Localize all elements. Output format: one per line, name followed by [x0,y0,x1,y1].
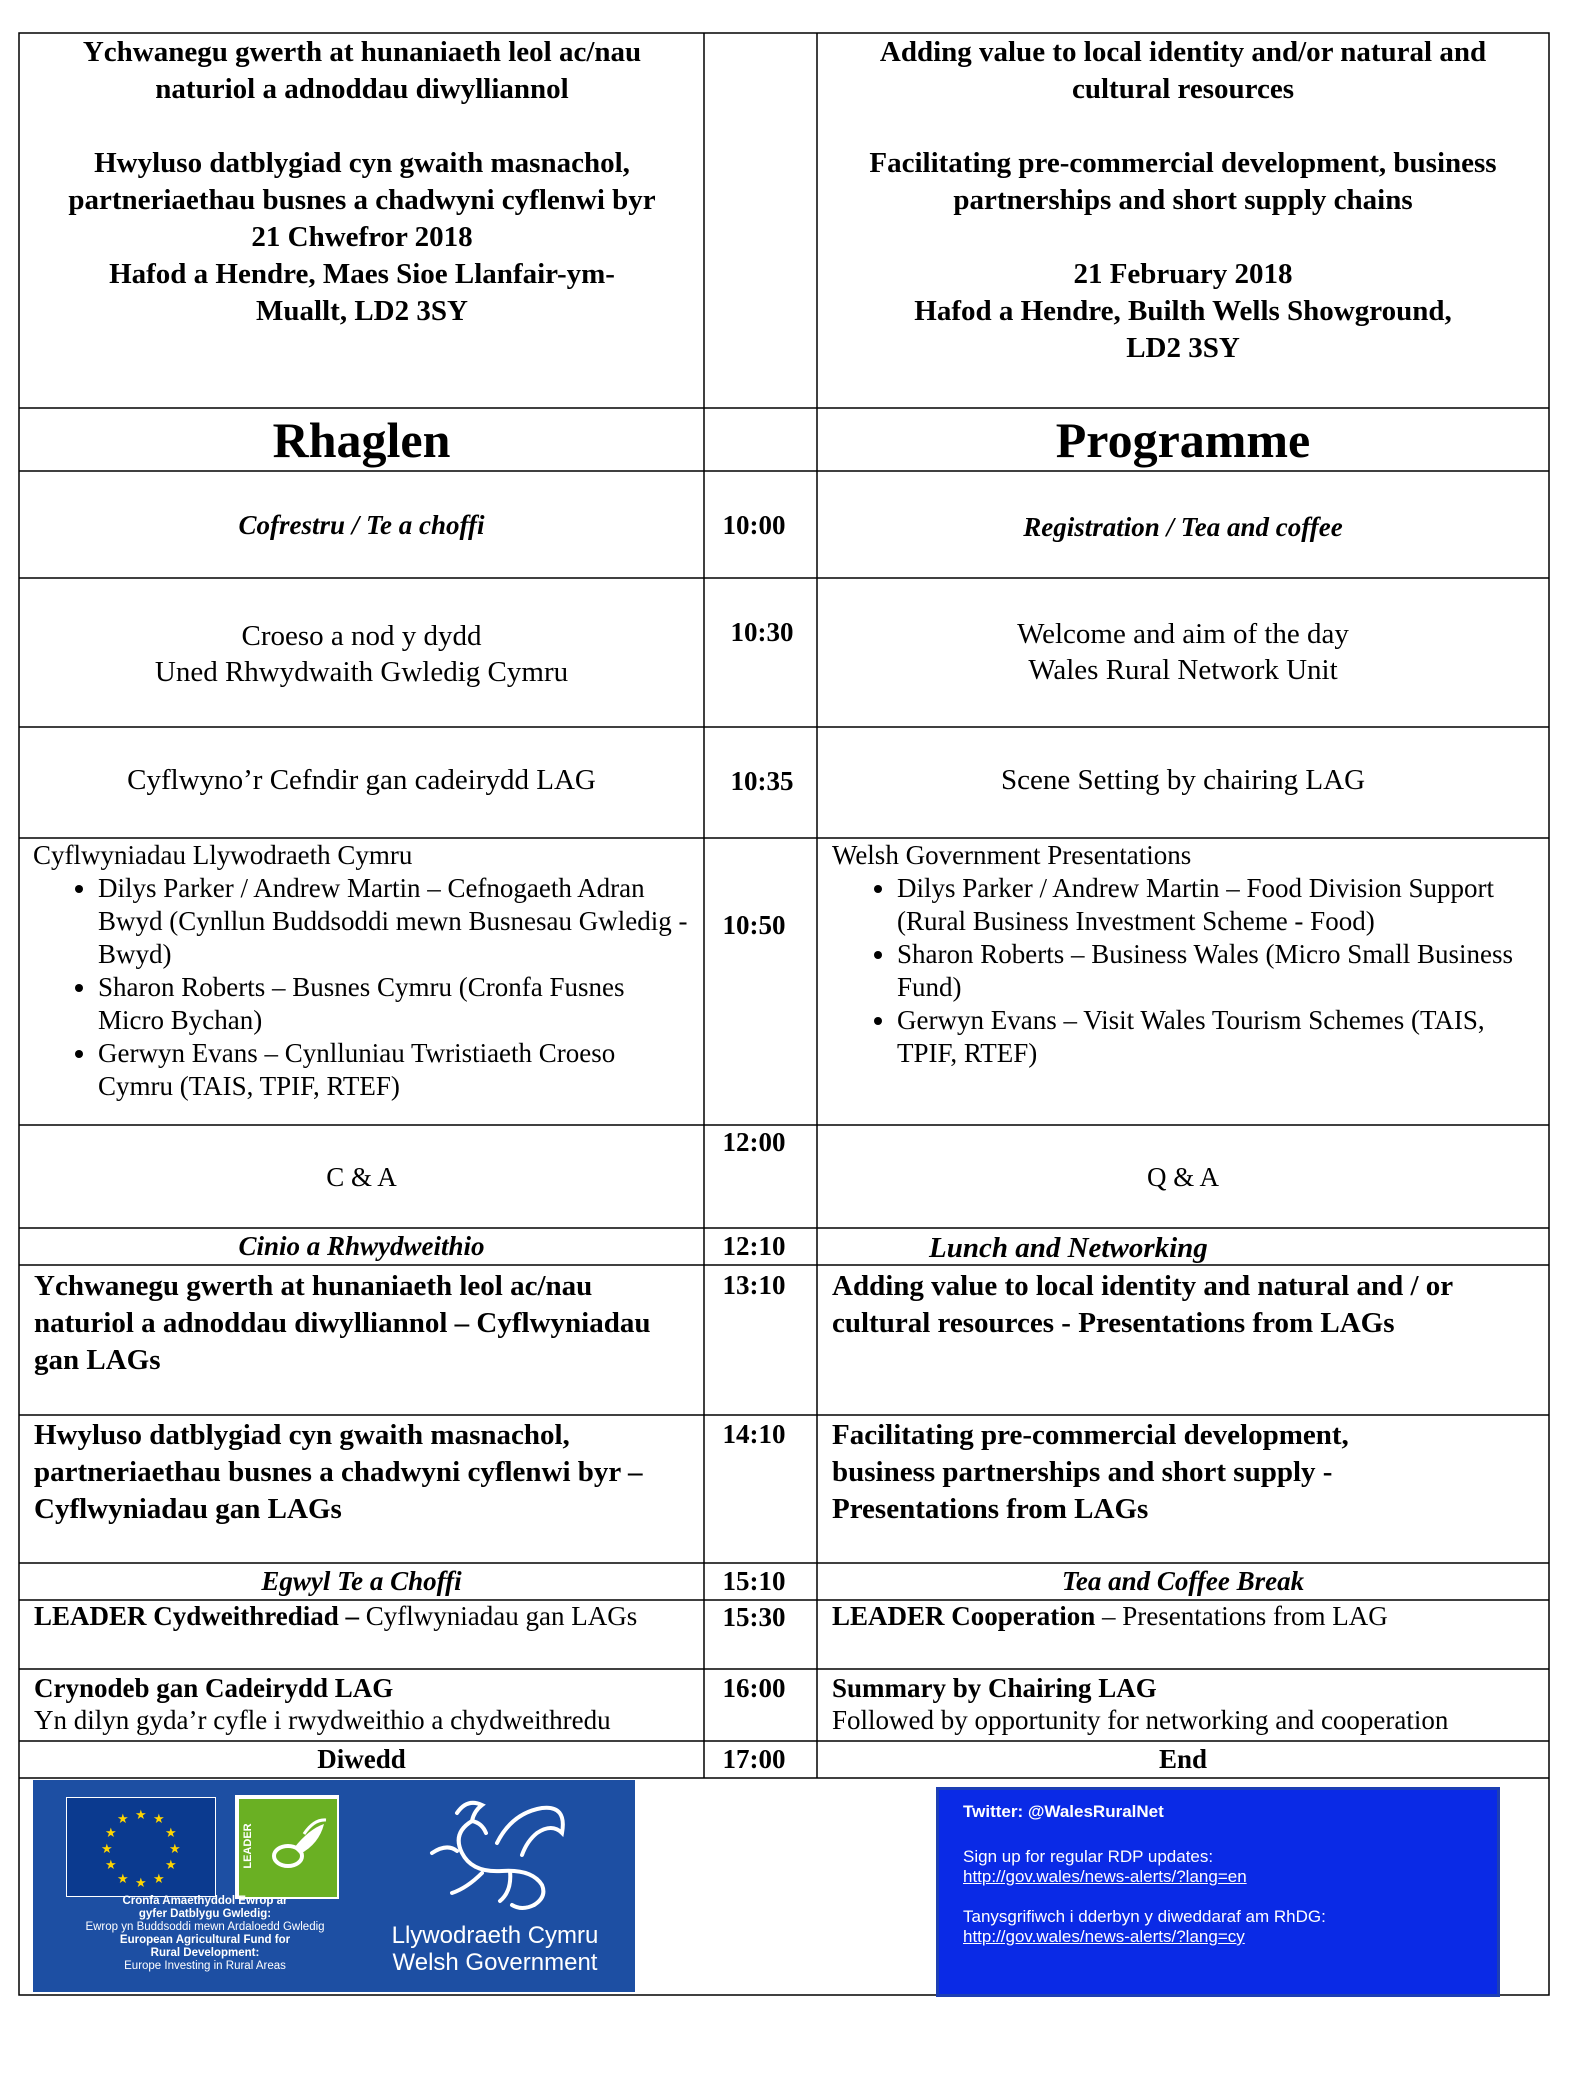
welcome-cy-line1: Croeso a nod y dydd [241,620,482,652]
eafrd-cy-line3: Ewrop yn Buddsoddi mewn Ardaloedd Gwledig [85,1921,325,1933]
end-en: End [1158,1744,1208,1774]
eafrd-en-line3: Europe Investing in Rural Areas [124,1960,286,1972]
en-event-title: Adding value to local identity and/or natural and cultural resources [879,36,1487,105]
leader-cy-bold: LEADER Cydweithrediad – [34,1601,360,1631]
adding-value-cy: Ychwanegu gwerth at hunaniaeth leol ac/nau naturiol a adnoddau diwylliannol – Cyflwyniadau gan LAGs [34,1270,651,1376]
wg-item-cy: • Sharon Roberts – Busnes Cymru (Cronfa Fusnes Micro Bychan) [98,971,693,1037]
qa-time: 12:00 [722,1127,786,1157]
eafrd-en-line1: European Agricultural Fund for [119,1934,291,1946]
scene-en: Scene Setting by chairing LAG [1000,764,1366,796]
end-cy: Diwedd [317,1744,406,1774]
leader-leaf-icon [264,1814,334,1884]
adding-value-time: 13:10 [722,1270,786,1300]
welcome-cy-line2: Uned Rhwydwaith Gwledig Cymru [154,656,569,688]
summary-cy-rest: Yn dilyn gyda’r cyfle i rwydweithio a chydweithredu [34,1705,611,1735]
en-event-venue: Hafod a Hendre, Builth Wells Showground, LD2 3SY [914,295,1452,364]
summary-cy-bold: Crynodeb gan Cadeirydd LAG [34,1673,394,1703]
facilitating-en: Facilitating pre-commercial development, business partnerships and short supply - Presentations from LAGs [832,1419,1349,1525]
cy-event-date: 21 Chwefror 2018 [251,221,473,253]
wg-item-cy: • Dilys Parker / Andrew Martin – Cefnogaeth Adran Bwyd (Cynllun Buddsoddi mewn Busnesau Gwledig - Bwyd) [98,872,693,971]
leader-time: 15:30 [722,1602,786,1632]
registration-en: Registration / Tea and coffee [1023,512,1343,542]
tea-break-time: 15:10 [722,1566,786,1596]
eafrd-cy-line1: Cronfa Amaethyddol Ewrop ar [122,1895,288,1907]
scene-cy: Cyflwyno’r Cefndir gan cadeirydd LAG [127,764,596,796]
scene-time: 10:35 [730,766,794,796]
twitter-handle: Twitter: @WalesRuralNet [963,1802,1164,1821]
eafrd-cy-line2: gyfer Datblygu Gwledig: [138,1908,272,1920]
en-event-date: 21 February 2018 [1073,258,1293,290]
summary-cy [34,1671,699,1735]
tea-break-cy: Egwyl Te a Choffi [261,1566,462,1596]
leader-cy [34,1600,674,1633]
leader-logo-text: LEADER [242,1823,254,1869]
summary-time: 16:00 [722,1673,786,1703]
signup-link-en[interactable]: http://gov.wales/news-alerts/?lang=en [963,1867,1247,1886]
welsh-government-text [380,1922,610,1976]
welcome-time: 10:30 [730,617,794,647]
qa-en: Q & A [1146,1162,1219,1192]
eafrd-en-line2: Rural Development: [150,1947,260,1959]
welcome-en-line2: Wales Rural Network Unit [1028,654,1338,686]
tanysgrifiwch-text: Tanysgrifiwch i dderbyn y diweddaraf am RhDG: [963,1907,1326,1926]
wg-item-cy: • Gerwyn Evans – Cynlluniau Twristiaeth Croeso Cymru (TAIS, TPIF, RTEF) [98,1037,693,1103]
leader-en [832,1600,1542,1633]
info-box [936,1787,1500,1997]
welcome-cy [19,618,704,690]
cy-event-venue: Hafod a Hendre, Maes Sioe Llanfair-ym-Muallt, LD2 3SY [109,258,615,327]
leader-en-rest: – Presentations from LAG [1095,1601,1388,1631]
wg-name-en: Welsh Government [392,1949,598,1976]
summary-en-bold: Summary by Chairing LAG [832,1673,1157,1703]
registration-time: 10:00 [722,510,786,540]
en-event-subtitle: Facilitating pre-commercial development, business partnerships and short supply chains [869,147,1497,216]
facilitating-time: 14:10 [722,1419,786,1449]
eu-flag-icon: ★ ★ ★ ★ ★ ★ ★ ★ ★ ★ ★ ★ [66,1797,216,1897]
lunch-en: Lunch and Networking [929,1232,1208,1264]
wg-presentations-en [832,838,1537,1070]
signup-link-cy[interactable]: http://gov.wales/news-alerts/?lang=cy [963,1927,1245,1946]
summary-en [832,1671,1547,1735]
cy-event-title: Ychwanegu gwerth at hunaniaeth leol ac/nau naturiol a adnoddau diwylliannol [82,36,642,105]
cy-event-subtitle: Hwyluso datblygiad cyn gwaith masnachol, partneriaethau busnes a chadwyni cyflenwi byr [68,147,656,216]
eafrd-text [50,1895,360,1973]
tea-break-en: Tea and Coffee Break [1061,1566,1305,1596]
leader-cy-rest: Cyflwyniadau gan LAGs [359,1601,638,1631]
welcome-en-line1: Welcome and aim of the day [1017,618,1349,650]
leader-logo [235,1795,339,1899]
wg-item-en: • Gerwyn Evans – Visit Wales Tourism Schemes (TAIS, TPIF, RTEF) [897,1004,1537,1070]
welcome-en [817,616,1549,688]
lunch-time: 12:10 [722,1231,786,1261]
wg-item-en: • Dilys Parker / Andrew Martin – Food Division Support (Rural Business Investment Scheme - Food) [897,872,1537,938]
wg-presentations-cy [33,838,693,1103]
programme-heading-en: Programme [1055,412,1311,468]
lunch-cy: Cinio a Rhwydweithio [238,1231,485,1261]
programme-heading-cy: Rhaglen [272,412,451,468]
wg-name-cy: Llywodraeth Cymru [391,1922,599,1949]
signup-text: Sign up for regular RDP updates: [963,1847,1214,1866]
facilitating-cy: Hwyluso datblygiad cyn gwaith masnachol, partneriaethau busnes a chadwyni cyflenwi byr – Cyflwyniadau gan LAGs [34,1419,643,1525]
wg-item-en: • Sharon Roberts – Business Wales (Micro Small Business Fund) [897,938,1537,1004]
adding-value-en: Adding value to local identity and natural and / or cultural resources - Presentations from LAGs [832,1270,1453,1339]
leader-en-bold: LEADER Cooperation [832,1601,1096,1631]
welsh-dragon-icon [412,1793,582,1917]
header-welsh [30,34,694,330]
summary-en-rest: Followed by opportunity for networking and cooperation [832,1705,1449,1735]
wg-title-cy: Cyflwyniadau Llywodraeth Cymru [33,840,413,870]
wg-time: 10:50 [722,910,786,940]
qa-cy: C & A [326,1162,397,1192]
registration-cy: Cofrestru / Te a choffi [238,510,485,540]
end-time: 17:00 [722,1744,786,1774]
header-english [828,34,1538,367]
wg-title-en: Welsh Government Presentations [832,840,1192,870]
